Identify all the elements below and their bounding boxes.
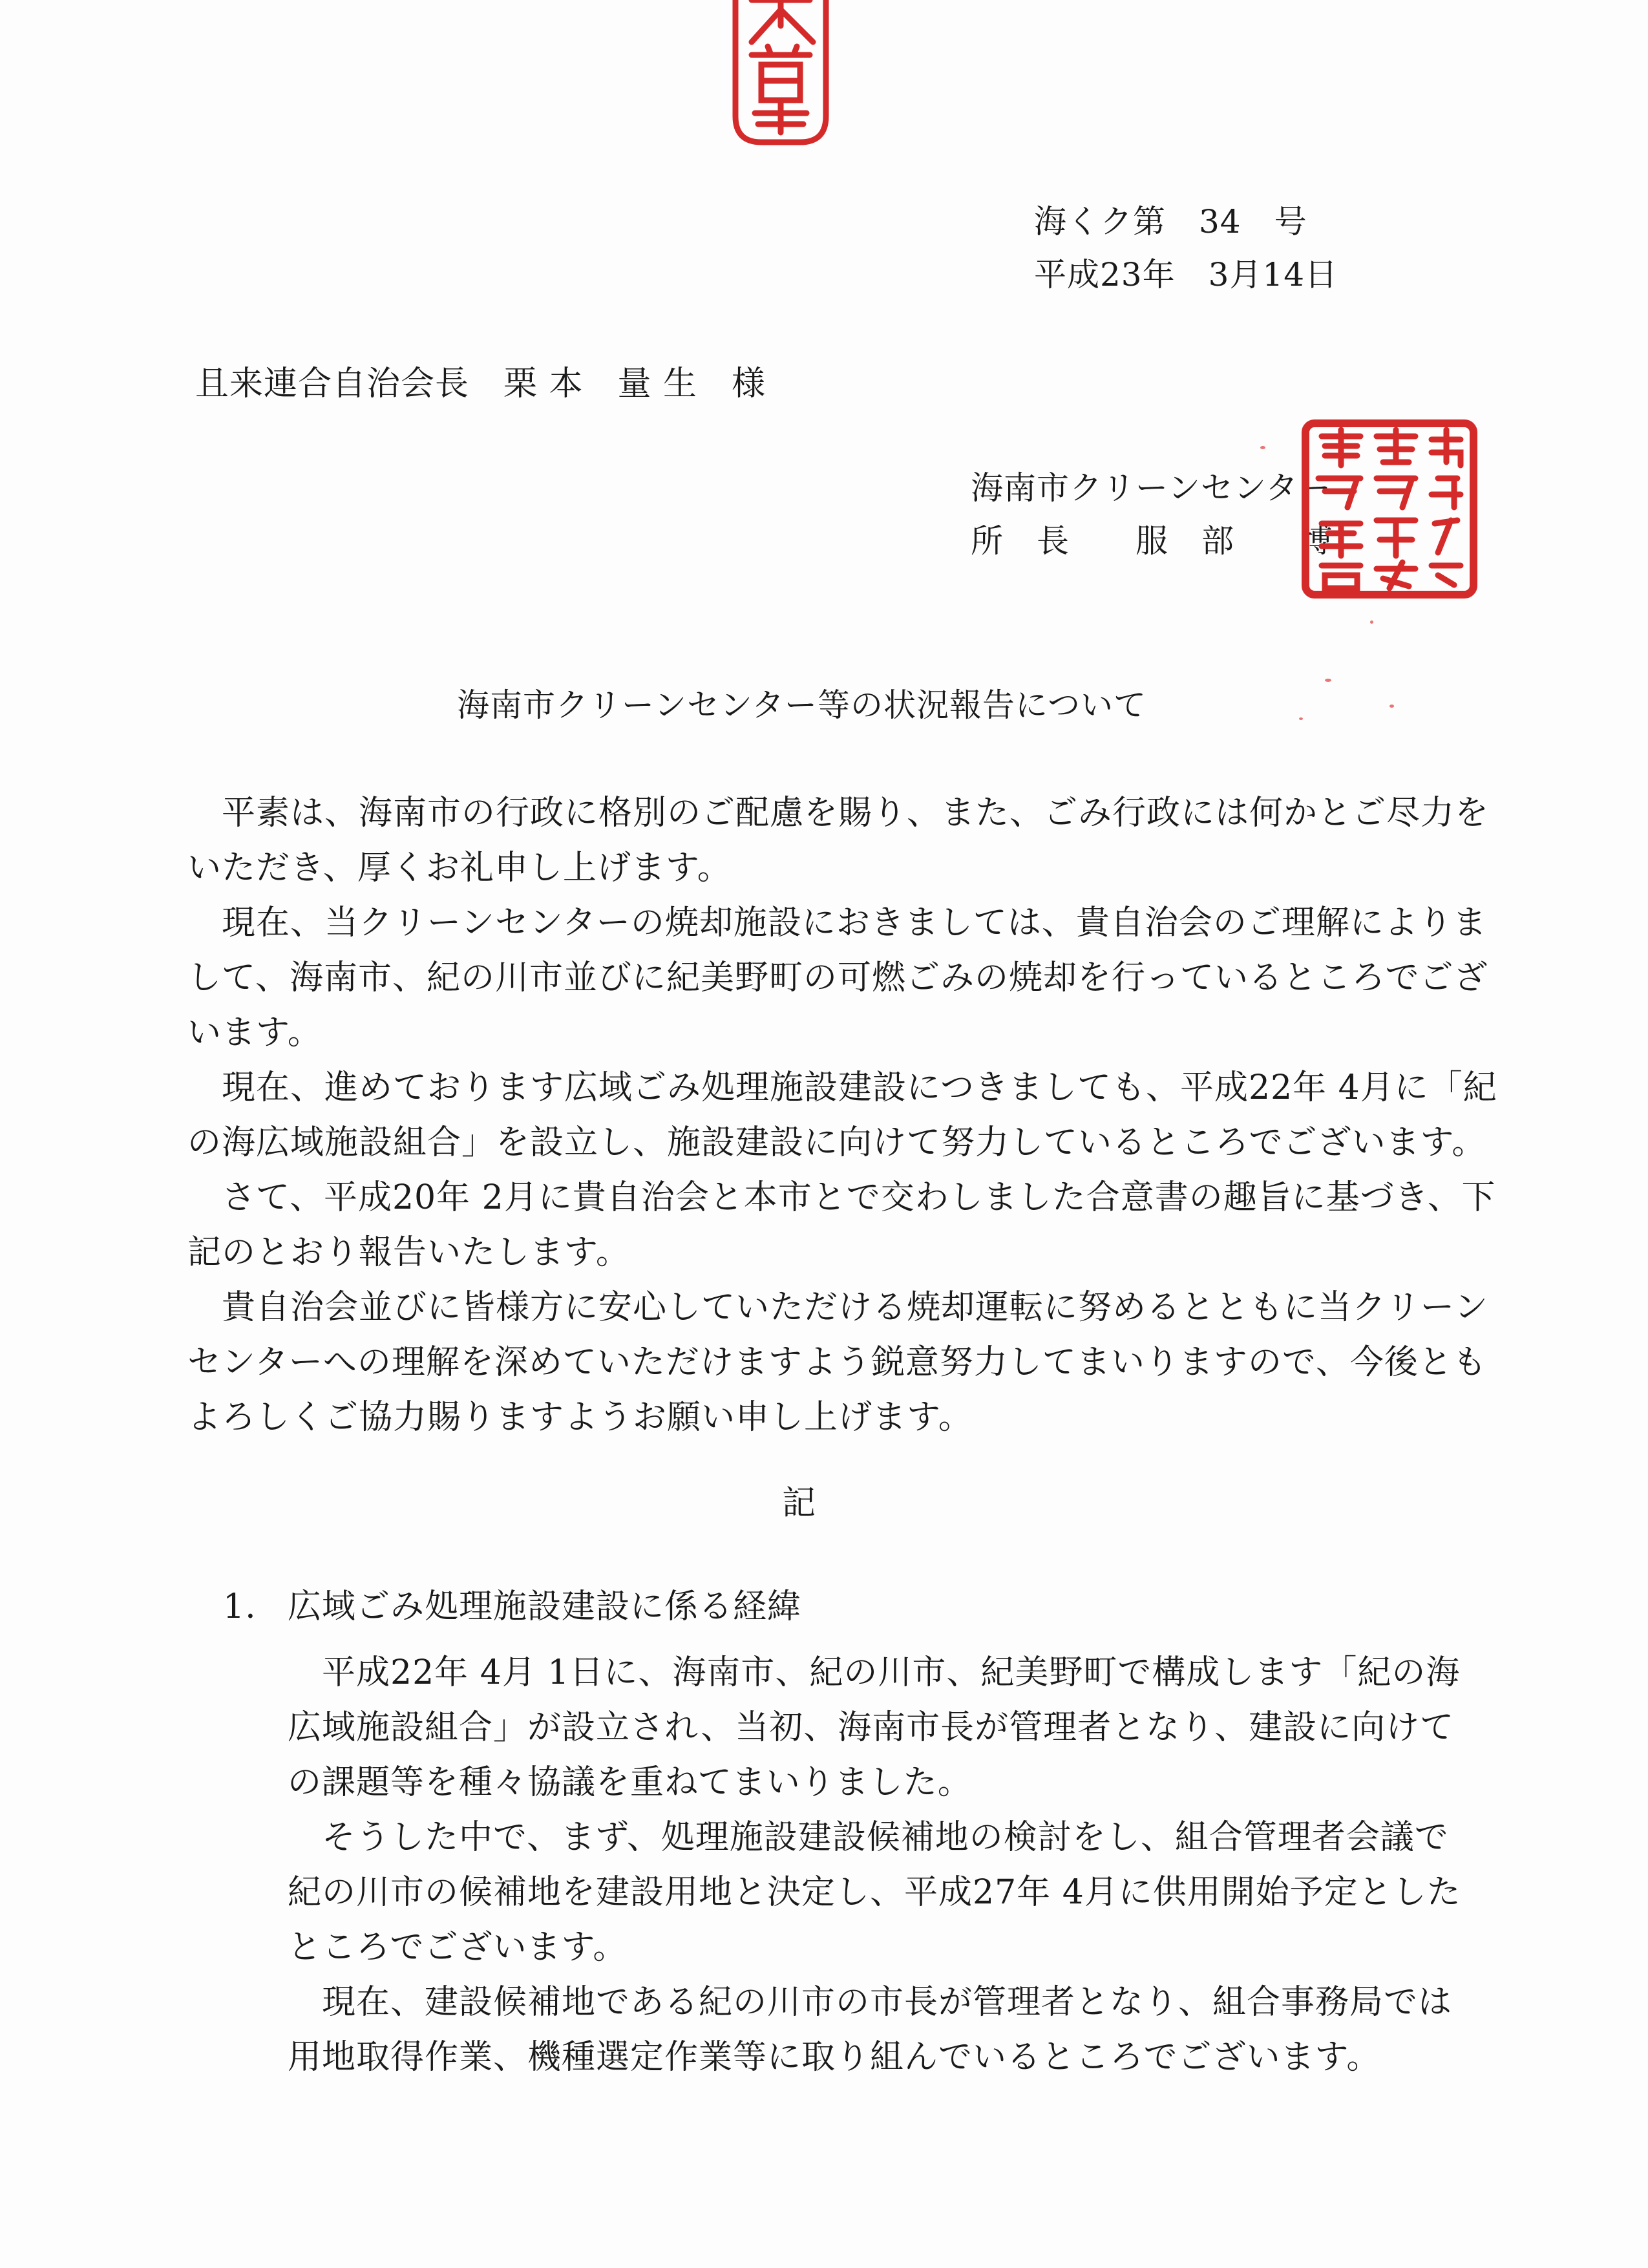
ink-speck xyxy=(1299,717,1303,720)
body-line: センターへの理解を深めていただけますよう鋭意努力してまいりますので、今後とも xyxy=(187,1343,1487,1382)
body-line: 記のとおり報告いたします。 xyxy=(187,1233,630,1272)
item-line: 平成22年 4月 1日に、海南市、紀の川市、紀美野町で構成します「紀の海 xyxy=(288,1653,1461,1692)
addressee: 且来連合自治会長 栗 本 量 生 様 xyxy=(195,365,766,403)
sender-title-name: 所 長 服 部 博 xyxy=(971,522,1333,560)
item-line: 紀の川市の候補地を建設用地と決定し、平成27年 4月に供用開始予定とした xyxy=(288,1873,1461,1912)
body-line: 貴自治会並びに皆様方に安心していただける焼却運転に努めるとともに当クリーン xyxy=(187,1288,1488,1327)
body-line: いただき、厚くお礼申し上げます。 xyxy=(187,849,732,887)
body-line: さて、平成20年 2月に貴自治会と本市とで交わしました合意書の趣旨に基づき、下 xyxy=(187,1178,1496,1217)
ink-speck xyxy=(1325,679,1331,682)
body-line: 現在、進めております広域ごみ処理施設建設につきましても、平成22年 4月に「紀 xyxy=(187,1068,1497,1107)
body-line: よろしくご協力賜りますようお願い申し上げます。 xyxy=(187,1398,973,1437)
item-line: 現在、建設候補地である紀の川市の市長が管理者となり、組合事務局では xyxy=(288,1983,1453,2022)
document-number: 海くク第 34 号 xyxy=(1034,203,1307,240)
body-line: 平素は、海南市の行政に格別のご配慮を賜り、また、ごみ行政には何かとご尽力を xyxy=(187,794,1490,832)
sender-organization: 海南市クリーンセンター xyxy=(971,469,1331,507)
subject: 海南市クリーンセンター等の状況報告について xyxy=(457,686,1146,724)
item-line: ところでございます。 xyxy=(288,1928,628,1967)
ink-speck xyxy=(1260,446,1265,449)
ink-speck xyxy=(1389,705,1394,708)
item-line: 用地取得作業、機種選定作業等に取り組んでいるところでございます。 xyxy=(288,2038,1381,2077)
document-date: 平成23年 3月14日 xyxy=(1034,256,1338,293)
body-line: 現在、当クリーンセンターの焼却施設におきましては、貴自治会のご理解によりま xyxy=(187,904,1487,942)
item-heading: 広域ごみ処理施設建設に係る経緯 xyxy=(288,1587,802,1626)
item-line: そうした中で、まず、処理施設建設候補地の検討をし、組合管理者会議で xyxy=(288,1818,1449,1857)
ki-heading: 記 xyxy=(782,1484,817,1523)
item-number: 1. xyxy=(223,1587,257,1626)
item-line: 広域施設組合」が設立され、当初、海南市長が管理者となり、建設に向けて xyxy=(288,1708,1455,1747)
ink-speck xyxy=(1370,620,1373,624)
sender-seal-stamp xyxy=(1299,417,1480,601)
body-line: の海広域施設組合」を設立し、施設建設に向けて努力しているところでございます。 xyxy=(187,1123,1486,1162)
item-line: の課題等を種々協議を重ねてまいりました。 xyxy=(288,1763,972,1802)
body-line: います。 xyxy=(187,1013,322,1052)
body-line: して、海南市、紀の川市並びに紀美野町の可燃ごみの焼却を行っているところでござ xyxy=(187,959,1488,997)
top-seal-stamp xyxy=(723,0,839,149)
